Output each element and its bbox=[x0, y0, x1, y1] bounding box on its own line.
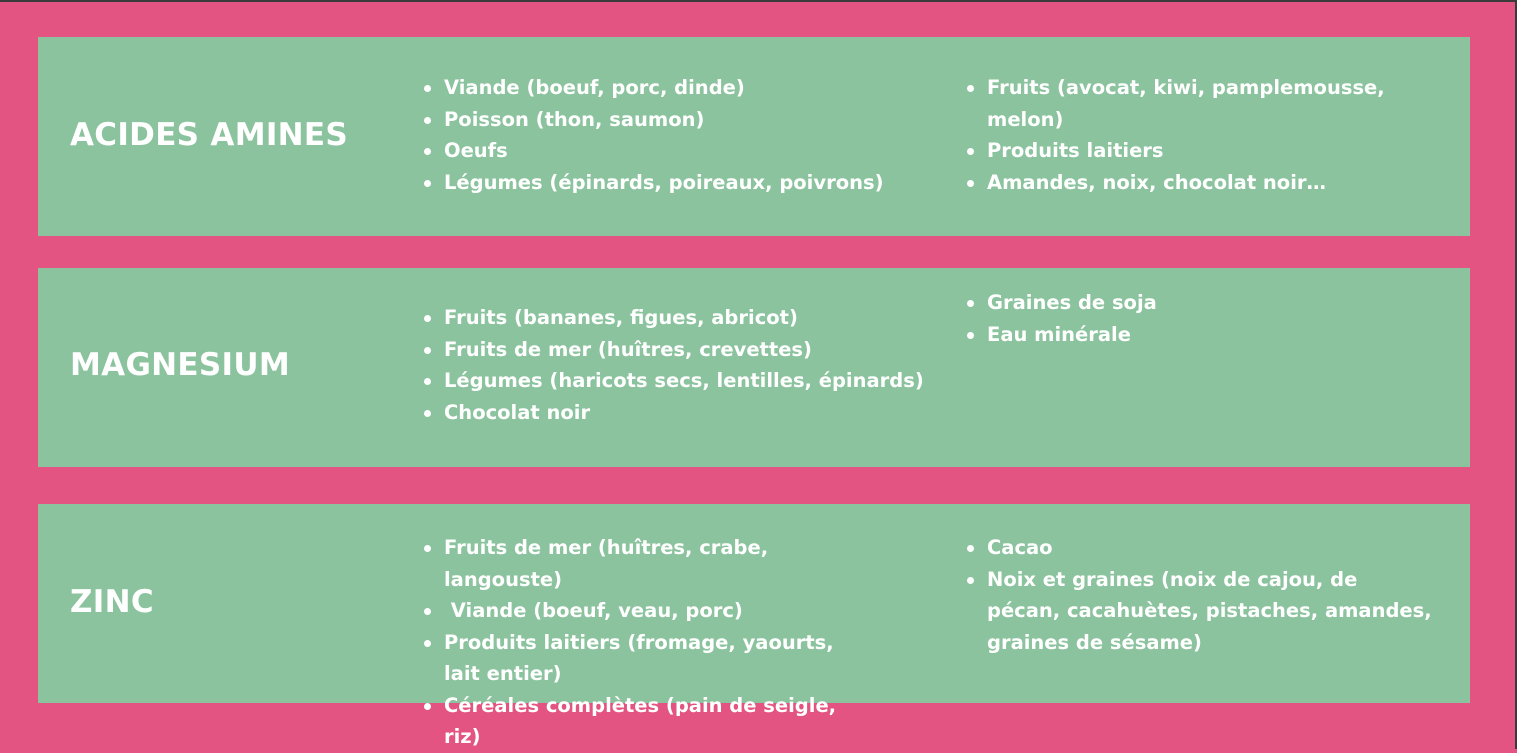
nutrient-card-acides-amines bbox=[38, 37, 1470, 236]
food-list-item: Cacao bbox=[967, 532, 1437, 564]
food-list-right bbox=[967, 532, 1437, 658]
food-list-right bbox=[967, 287, 1437, 350]
food-list-item: Produits laitiers bbox=[967, 135, 1397, 167]
food-list-item: Légumes (épinards, poireaux, poivrons) bbox=[424, 167, 944, 199]
nutrient-card-zinc bbox=[38, 504, 1470, 748]
food-list-item: Fruits (avocat, kiwi, pamplemousse, melon) bbox=[967, 72, 1397, 135]
food-list-item: Fruits de mer (huîtres, crabe, langouste) bbox=[424, 532, 864, 595]
food-list-item: Viande (boeuf, veau, porc) bbox=[424, 595, 864, 627]
food-list-item: Graines de soja bbox=[967, 287, 1437, 319]
food-list-item: Viande (boeuf, porc, dinde) bbox=[424, 72, 944, 104]
food-list-left bbox=[424, 302, 944, 428]
food-list-item: Légumes (haricots secs, lentilles, épinards) bbox=[424, 365, 944, 397]
food-list-item: Noix et graines (noix de cajou, de pécan, cacahuètes, pistaches, amandes, graines de sésame) bbox=[967, 564, 1437, 659]
nutrient-card-magnesium bbox=[38, 268, 1470, 467]
food-list-item: Poisson (thon, saumon) bbox=[424, 104, 944, 136]
window-top-border bbox=[0, 0, 1517, 2]
food-list-item: Oeufs bbox=[424, 135, 944, 167]
food-list-item: Céréales complètes (pain de seigle, riz) bbox=[424, 690, 864, 753]
food-list-right bbox=[967, 72, 1397, 198]
nutrient-title: ZINC bbox=[70, 584, 154, 620]
food-list-item: Fruits de mer (huîtres, crevettes) bbox=[424, 334, 944, 366]
nutrient-title: ACIDES AMINES bbox=[70, 117, 349, 153]
food-list-item: Fruits (bananes, figues, abricot) bbox=[424, 302, 944, 334]
food-list-item: Eau minérale bbox=[967, 319, 1437, 351]
food-list-item: Amandes, noix, chocolat noir… bbox=[967, 167, 1397, 199]
nutrient-title: MAGNESIUM bbox=[70, 347, 290, 383]
food-list-item: Produits laitiers (fromage, yaourts, lait entier) bbox=[424, 627, 864, 690]
food-list-left bbox=[424, 72, 944, 198]
food-list-left bbox=[424, 532, 864, 753]
food-list-item: Chocolat noir bbox=[424, 397, 944, 429]
